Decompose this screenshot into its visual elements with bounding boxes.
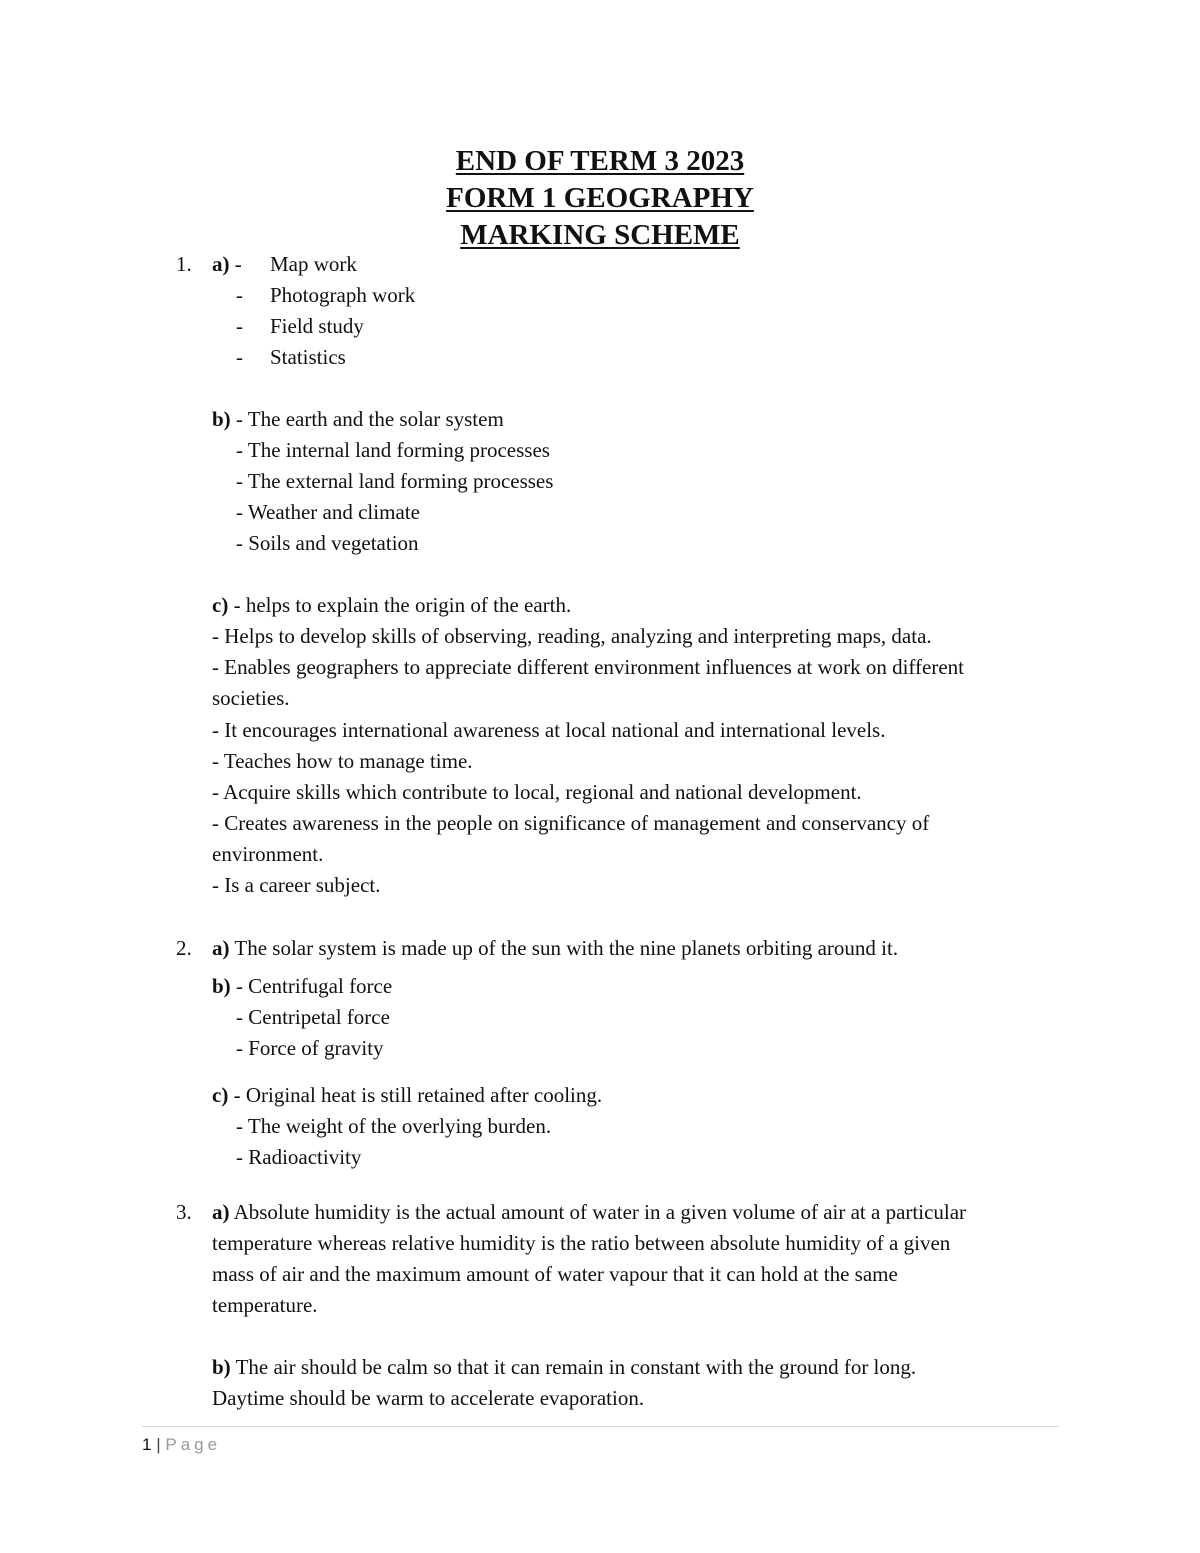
answer-text: environment. bbox=[212, 842, 324, 866]
part-label: b) bbox=[212, 1355, 231, 1379]
list-item: Field study bbox=[270, 314, 364, 338]
document-header bbox=[0, 143, 1200, 254]
dash-marker: - bbox=[236, 283, 243, 307]
answer-text: - It encourages international awareness at local national and international levels. bbox=[212, 718, 886, 742]
list-item: - Force of gravity bbox=[236, 1036, 384, 1060]
answer-text: Daytime should be warm to accelerate evaporation. bbox=[212, 1386, 645, 1410]
part-label: c) bbox=[212, 1083, 229, 1107]
page-footer bbox=[142, 1434, 221, 1456]
list-item: Photograph work bbox=[270, 283, 416, 307]
list-item: - Weather and climate bbox=[236, 500, 420, 524]
list-item: - The earth and the solar system bbox=[235, 407, 504, 431]
list-item: - Soils and vegetation bbox=[236, 531, 419, 555]
part-label: b) bbox=[212, 974, 231, 998]
subtitle-line: FORM 1 GEOGRAPHY bbox=[446, 182, 754, 214]
page-separator: | bbox=[156, 1435, 161, 1454]
question-number: 1. bbox=[176, 252, 192, 276]
answer-text: - Creates awareness in the people on significance of management and conservancy of bbox=[212, 811, 930, 835]
list-item: - Centripetal force bbox=[236, 1005, 390, 1029]
dash-marker: - bbox=[236, 314, 243, 338]
answer-line bbox=[212, 1082, 602, 1108]
footer-divider bbox=[142, 1426, 1059, 1427]
list-item: - Original heat is still retained after cooling. bbox=[233, 1083, 603, 1107]
page-label: Page bbox=[165, 1435, 222, 1454]
dash-marker: - bbox=[236, 345, 243, 369]
answer-line bbox=[212, 1199, 966, 1225]
part-label: b) bbox=[212, 407, 231, 431]
answer-text: The solar system is made up of the sun with the nine planets orbiting around it. bbox=[234, 936, 899, 960]
answer-line bbox=[212, 592, 571, 618]
list-item: Statistics bbox=[270, 345, 346, 369]
answer-text: mass of air and the maximum amount of water vapour that it can hold at the same bbox=[212, 1262, 898, 1286]
page-number: 1 bbox=[142, 1435, 152, 1454]
answer-text: - Helps to develop skills of observing, reading, analyzing and interpreting maps, data. bbox=[212, 624, 932, 648]
answer-text: - Teaches how to manage time. bbox=[212, 749, 473, 773]
answer-line bbox=[212, 1354, 916, 1380]
answer-text: - helps to explain the origin of the earth. bbox=[233, 593, 572, 617]
answer-line bbox=[212, 406, 504, 432]
question-number: 3. bbox=[176, 1200, 192, 1224]
part-label: a) bbox=[212, 1200, 230, 1224]
subtitle-line: MARKING SCHEME bbox=[460, 219, 740, 251]
answer-text: - Is a career subject. bbox=[212, 873, 381, 897]
answer-text: - Acquire skills which contribute to local, regional and national development. bbox=[212, 780, 862, 804]
list-item: Map work bbox=[270, 252, 357, 276]
answer-line bbox=[212, 935, 898, 961]
answer-text: Absolute humidity is the actual amount of water in a given volume of air at a particular bbox=[233, 1200, 967, 1224]
list-item: - Centrifugal force bbox=[235, 974, 393, 998]
list-item: - The external land forming processes bbox=[236, 469, 554, 493]
answer-text: temperature whereas relative humidity is the ratio between absolute humidity of a given bbox=[212, 1231, 951, 1255]
answer-text: The air should be calm so that it can remain in constant with the ground for long. bbox=[235, 1355, 917, 1379]
answer-line bbox=[212, 973, 392, 999]
answer-text: temperature. bbox=[212, 1293, 318, 1317]
list-item: - The weight of the overlying burden. bbox=[236, 1114, 552, 1138]
question-number: 2. bbox=[176, 936, 192, 960]
part-label: c) bbox=[212, 593, 229, 617]
part-label: a) bbox=[212, 252, 230, 276]
answer-line: a) - bbox=[212, 252, 242, 276]
title-line: END OF TERM 3 2023 bbox=[455, 145, 745, 177]
answer-text: - Enables geographers to appreciate different environment influences at work on different bbox=[212, 655, 965, 679]
list-item: - Radioactivity bbox=[236, 1145, 362, 1169]
list-item: - The internal land forming processes bbox=[236, 438, 550, 462]
answer-text: societies. bbox=[212, 686, 290, 710]
part-label: a) bbox=[212, 936, 230, 960]
